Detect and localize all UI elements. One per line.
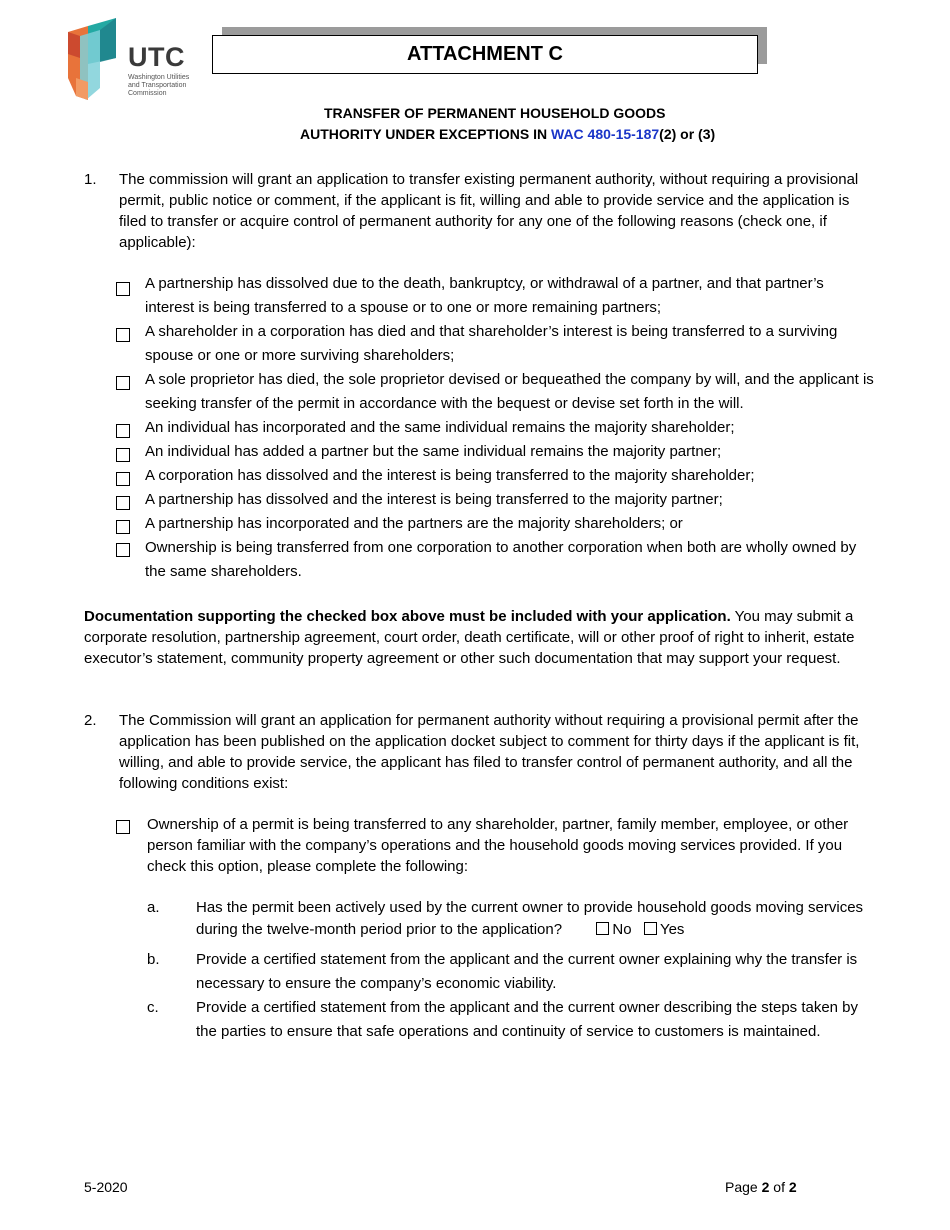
option-checkbox-8[interactable] bbox=[116, 520, 130, 534]
heading-line-1: TRANSFER OF PERMANENT HOUSEHOLD GOODS bbox=[324, 105, 666, 121]
yes-label: Yes bbox=[659, 921, 685, 938]
option-label-2: A shareholder in a corporation has died and that shareholder’s interest is being transferred to a surviving spouse or one or more surviving shareholders; bbox=[145, 323, 838, 364]
option-label-8: A partnership has incorporated and the partners are the majority shareholders; or bbox=[145, 515, 683, 532]
section-1-text: The commission will grant an application to transfer existing permanent authority, without requiring a provisional permit, public notice or comment, if the applicant is fit, willing and able to provide service and the application is filed to transfer or acquire control of permanent authority for any one of the following reasons (check one, if applicable): bbox=[119, 171, 859, 251]
yes-checkbox[interactable] bbox=[644, 922, 657, 935]
sub-item-a bbox=[196, 897, 866, 941]
utc-logo-mark-icon bbox=[66, 18, 122, 102]
sub-item-c-text: Provide a certified statement from the applicant and the current owner describing the steps taken by the parties to ensure that safe operations and continuity of service to customers is maintained. bbox=[196, 999, 859, 1040]
option-label-5: An individual has added a partner but the same individual remains the majority partner; bbox=[145, 443, 722, 460]
option-label-4: An individual has incorporated and the same individual remains the majority shareholder; bbox=[145, 419, 735, 436]
sub-item-c-letter: c. bbox=[147, 999, 159, 1016]
option-label-3: A sole proprietor has died, the sole proprietor devised or bequeathed the company by will, and the applicant is seeking transfer of the permit in accordance with the bequest or devise set forth in the will. bbox=[145, 371, 874, 412]
documentation-rest: You may submit a corporate resolution, partnership agreement, court order, death certificate, will or other proof of right to inherit, estate executor’s statement, community property agreement or other such documentation that may support your request. bbox=[84, 608, 855, 667]
option-label-7: A partnership has dissolved and the interest is being transferred to the majority partner; bbox=[145, 491, 723, 508]
no-label: No bbox=[612, 921, 632, 938]
sub-item-a-letter: a. bbox=[147, 899, 160, 916]
logo-subtitle: Washington Utilities and Transportation Commission bbox=[128, 74, 190, 97]
option-checkbox-2[interactable] bbox=[116, 328, 130, 342]
heading-line-2-suffix: (2) or (3) bbox=[659, 126, 716, 142]
option-label-1: A partnership has dissolved due to the death, bankruptcy, or withdrawal of a partner, and that partner’s interest is being transferred to a spouse or to one or more remaining partners; bbox=[145, 275, 824, 316]
wac-link[interactable]: WAC 480-15-187 bbox=[551, 126, 660, 142]
option-checkbox-1[interactable] bbox=[116, 282, 130, 296]
page-total: 2 bbox=[788, 1179, 797, 1195]
page-current: 2 bbox=[761, 1179, 770, 1195]
option-checkbox-3[interactable] bbox=[116, 376, 130, 390]
footer-date: 5-2020 bbox=[84, 1179, 128, 1195]
section-2-option-label: Ownership of a permit is being transferred to any shareholder, partner, family member, employee, or other person familiar with the company’s operations and the household goods moving services provided. If you check this option, please complete the following: bbox=[147, 816, 849, 875]
no-checkbox[interactable] bbox=[596, 922, 609, 935]
option-checkbox-6[interactable] bbox=[116, 472, 130, 486]
option-label-6: A corporation has dissolved and the interest is being transferred to the majority shareholder; bbox=[145, 467, 755, 484]
documentation-bold: Documentation supporting the checked box above must be included with your application. bbox=[84, 608, 731, 625]
heading-line-2-prefix: AUTHORITY UNDER EXCEPTIONS IN bbox=[300, 126, 551, 142]
section-2-option-checkbox[interactable] bbox=[116, 820, 130, 834]
section-2-number: 2. bbox=[84, 712, 97, 729]
page-prefix: Page bbox=[725, 1179, 762, 1195]
option-checkbox-4[interactable] bbox=[116, 424, 130, 438]
attachment-title: ATTACHMENT C bbox=[212, 35, 758, 74]
sub-item-a-text: Has the permit been actively used by the current owner to provide household goods moving services during the twelve-month period prior to the application? bbox=[196, 899, 864, 938]
option-checkbox-5[interactable] bbox=[116, 448, 130, 462]
document-heading bbox=[300, 103, 760, 145]
utc-logo bbox=[66, 18, 196, 102]
heading-line-2 bbox=[300, 124, 760, 145]
option-label-9: Ownership is being transferred from one corporation to another corporation when both are wholly owned by the same shareholders. bbox=[145, 539, 857, 580]
documentation-paragraph bbox=[84, 606, 874, 669]
logo-text: UTC bbox=[128, 42, 185, 72]
section-1-number: 1. bbox=[84, 171, 97, 188]
sub-item-b-letter: b. bbox=[147, 951, 160, 968]
option-checkbox-7[interactable] bbox=[116, 496, 130, 510]
footer-page-number bbox=[725, 1179, 797, 1195]
option-checkbox-9[interactable] bbox=[116, 543, 130, 557]
section-2-text: The Commission will grant an application for permanent authority without requiring a provisional permit after the application has been published on the application docket subject to comment for thirty days if the applicant is fit, willing, and able to provide service, the applicant has filed to transfer control of permanent authority, and all the following conditions exist: bbox=[119, 712, 860, 792]
sub-item-b-text: Provide a certified statement from the applicant and the current owner explaining why the transfer is necessary to ensure the company’s economic viability. bbox=[196, 951, 858, 992]
page-of: of bbox=[769, 1179, 789, 1195]
